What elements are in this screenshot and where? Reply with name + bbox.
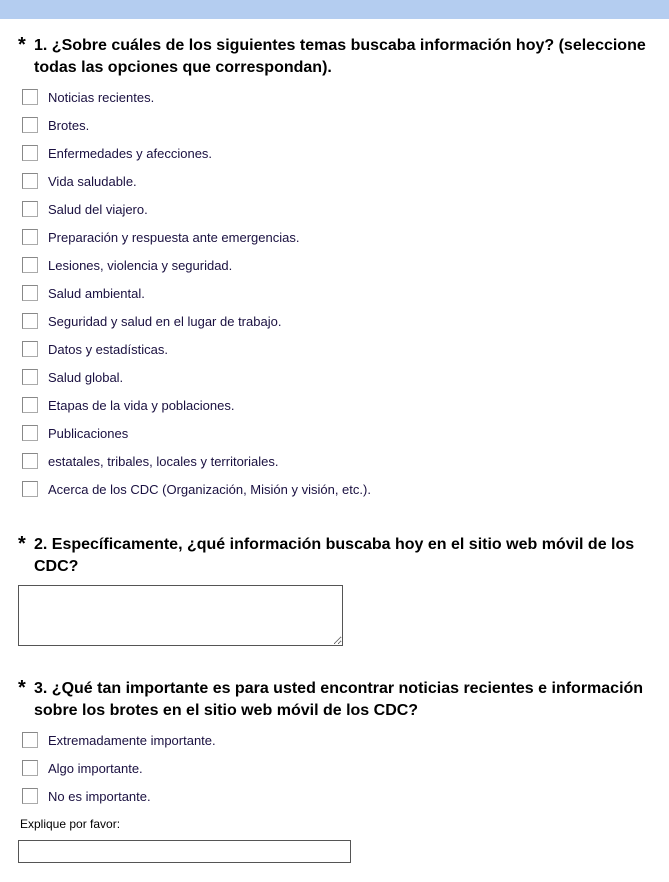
checkbox[interactable] [22, 89, 38, 105]
option-label[interactable]: Enfermedades y afecciones. [48, 145, 213, 161]
question-title [20, 534, 660, 578]
option-row[interactable] [22, 447, 662, 475]
header-bar [0, 0, 669, 19]
option-row[interactable] [22, 139, 662, 167]
specific-info-textarea[interactable] [18, 585, 343, 646]
option-row[interactable] [22, 279, 662, 307]
option-label[interactable]: Datos y estadísticas. [48, 341, 168, 357]
question-3 [20, 678, 660, 810]
question-text: 3. ¿Qué tan importante es para usted encontrar noticias recientes e información sobre los brotes en el sitio web móvil de los CDC? [34, 680, 644, 719]
question-title [20, 35, 660, 79]
option-row[interactable] [22, 307, 662, 335]
checkbox[interactable] [22, 145, 38, 161]
question-1 [20, 35, 660, 503]
option-label[interactable]: Salud ambiental. [48, 285, 145, 301]
option-label[interactable]: Vida saludable. [48, 173, 137, 189]
question-text: 2. Específicamente, ¿qué información buscaba hoy en el sitio web móvil de los CDC? [34, 536, 635, 575]
explain-input[interactable] [18, 840, 351, 863]
required-asterisk-icon: * [18, 677, 26, 699]
question-2 [20, 534, 660, 578]
option-label[interactable]: Publicaciones [48, 425, 129, 441]
option-row[interactable] [22, 251, 662, 279]
option-row[interactable] [22, 391, 662, 419]
option-label[interactable]: Salud global. [48, 369, 124, 385]
required-asterisk-icon: * [18, 533, 26, 555]
checkbox[interactable] [22, 425, 38, 441]
checkbox[interactable] [22, 285, 38, 301]
option-label[interactable]: Brotes. [48, 117, 90, 133]
checkbox[interactable] [22, 788, 38, 804]
checkbox[interactable] [22, 397, 38, 413]
checkbox[interactable] [22, 481, 38, 497]
option-row[interactable] [22, 419, 662, 447]
option-row[interactable] [22, 754, 662, 782]
question-text: 1. ¿Sobre cuáles de los siguientes temas buscaba información hoy? (seleccione todas las opciones que correspondan). [34, 37, 646, 76]
option-label[interactable]: Extremadamente importante. [48, 732, 216, 748]
required-asterisk-icon: * [18, 34, 26, 56]
checkbox[interactable] [22, 341, 38, 357]
option-row[interactable] [22, 726, 662, 754]
option-row[interactable] [22, 195, 662, 223]
checkbox[interactable] [22, 257, 38, 273]
checkbox[interactable] [22, 369, 38, 385]
option-label[interactable]: Lesiones, violencia y seguridad. [48, 257, 233, 273]
option-label[interactable]: No es importante. [48, 788, 151, 804]
option-label[interactable]: Etapas de la vida y poblaciones. [48, 397, 235, 413]
option-label[interactable]: Noticias recientes. [48, 89, 155, 105]
option-label[interactable]: estatales, tribales, locales y territoriales. [48, 453, 279, 469]
checkbox[interactable] [22, 313, 38, 329]
checkbox[interactable] [22, 117, 38, 133]
option-row[interactable] [22, 83, 662, 111]
option-label[interactable]: Preparación y respuesta ante emergencias. [48, 229, 300, 245]
explain-label: Explique por favor: [20, 817, 121, 831]
checkbox[interactable] [22, 760, 38, 776]
option-row[interactable] [22, 335, 662, 363]
option-row[interactable] [22, 167, 662, 195]
option-label[interactable]: Algo importante. [48, 760, 143, 776]
checkbox[interactable] [22, 201, 38, 217]
question-title [20, 678, 660, 722]
option-row[interactable] [22, 111, 662, 139]
checkbox[interactable] [22, 453, 38, 469]
option-row[interactable] [22, 475, 662, 503]
checkbox[interactable] [22, 732, 38, 748]
option-label[interactable]: Salud del viajero. [48, 201, 148, 217]
checkbox[interactable] [22, 173, 38, 189]
option-label[interactable]: Seguridad y salud en el lugar de trabajo. [48, 313, 282, 329]
option-label[interactable]: Acerca de los CDC (Organización, Misión y visión, etc.). [48, 481, 371, 497]
option-row[interactable] [22, 223, 662, 251]
option-row[interactable] [22, 363, 662, 391]
checkbox[interactable] [22, 229, 38, 245]
option-row[interactable] [22, 782, 662, 810]
